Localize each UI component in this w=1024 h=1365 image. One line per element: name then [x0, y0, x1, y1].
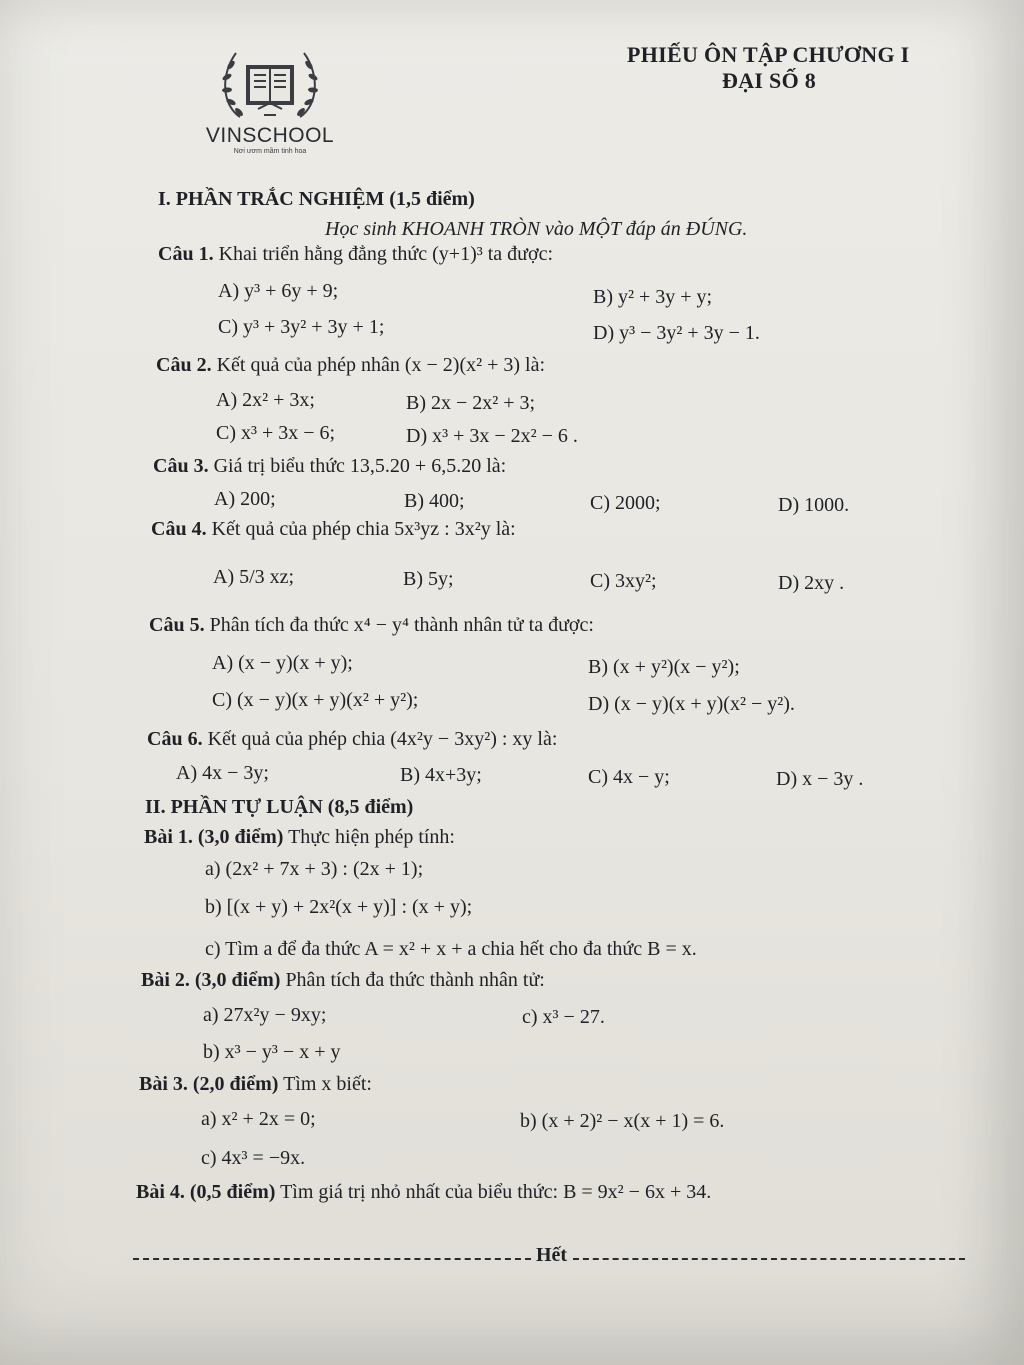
worksheet-title: PHIẾU ÔN TẬP CHƯƠNG I — [627, 42, 910, 67]
question-text: Kết quả của phép chia (4x²y − 3xy²) : xy là: — [207, 728, 558, 750]
question-label: Câu 6. — [147, 728, 203, 750]
worksheet-subtitle: ĐẠI SỐ 8 — [722, 68, 817, 93]
answer-option[interactable]: D) x³ + 3x − 2x² − 6 . — [406, 425, 578, 447]
question-label: Câu 4. — [151, 518, 207, 540]
question-text: Phân tích đa thức x⁴ − y⁴ thành nhân tử ta được: — [209, 614, 594, 636]
exercise-text: Phân tích đa thức thành nhân tử: — [285, 969, 545, 991]
exercise-item: c) Tìm a để đa thức A = x² + x + a chia hết cho đa thức B = x. — [205, 938, 697, 960]
school-name: VINSCHOOL — [205, 124, 335, 147]
exercise-item: b) x³ − y³ − x + y — [203, 1041, 341, 1063]
exercise-text: Thực hiện phép tính: — [288, 826, 455, 848]
answer-option[interactable]: B) 5y; — [403, 568, 454, 590]
question-3 — [153, 455, 506, 478]
answer-option[interactable]: C) 3xy²; — [590, 570, 657, 592]
answer-option[interactable]: A) 200; — [214, 488, 276, 510]
book-laurel-icon — [200, 45, 340, 125]
exercise-item: a) x² + 2x = 0; — [201, 1108, 316, 1130]
question-label: Câu 5. — [149, 614, 205, 636]
question-1 — [158, 243, 553, 266]
answer-option[interactable]: D) (x − y)(x + y)(x² − y²). — [588, 693, 795, 715]
dashed-rule-right — [573, 1258, 965, 1260]
part1-instruction: Học sinh KHOANH TRÒN vào MỘT đáp án ĐÚNG. — [325, 218, 748, 240]
answer-option[interactable]: A) 4x − 3y; — [176, 762, 269, 784]
answer-option[interactable]: D) 1000. — [778, 494, 850, 516]
exercise-item: a) 27x²y − 9xy; — [203, 1004, 327, 1026]
answer-option[interactable]: C) (x − y)(x + y)(x² + y²); — [212, 689, 419, 711]
question-label: Câu 1. — [158, 243, 214, 265]
question-text: Khai triển hằng đẳng thức (y+1)³ ta được: — [218, 243, 554, 265]
answer-option[interactable]: B) 400; — [404, 490, 465, 512]
exercise-item: c) 4x³ = −9x. — [201, 1147, 306, 1169]
answer-option[interactable]: B) (x + y²)(x − y²); — [588, 656, 740, 678]
question-2 — [156, 354, 545, 377]
exercise-label: Bài 4. (0,5 điểm) — [136, 1181, 276, 1203]
answer-option[interactable]: A) (x − y)(x + y); — [212, 652, 353, 674]
exercise-label: Bài 2. (3,0 điểm) — [141, 969, 281, 991]
answer-option[interactable]: A) 5/3 xz; — [213, 566, 295, 588]
question-text: Kết quả của phép nhân (x − 2)(x² + 3) là: — [216, 354, 546, 376]
part2-heading: II. PHẦN TỰ LUẬN (8,5 điểm) — [145, 796, 414, 818]
exercise-item: c) x³ − 27. — [522, 1006, 605, 1028]
answer-option[interactable]: D) 2xy . — [778, 572, 845, 594]
exercise-3 — [139, 1073, 372, 1096]
answer-option[interactable]: A) 2x² + 3x; — [216, 389, 315, 411]
question-6 — [147, 728, 557, 751]
answer-option[interactable]: B) y² + 3y + y; — [593, 286, 713, 308]
answer-option[interactable]: B) 4x+3y; — [400, 764, 482, 786]
answer-option[interactable]: C) y³ + 3y² + 3y + 1; — [218, 316, 385, 338]
exercise-label: Bài 3. (2,0 điểm) — [139, 1073, 279, 1095]
exercise-1 — [144, 826, 455, 849]
exercise-2 — [141, 969, 545, 992]
answer-option[interactable]: B) 2x − 2x² + 3; — [406, 392, 536, 414]
question-text: Kết quả của phép chia 5x³yz : 3x²y là: — [211, 518, 516, 540]
question-label: Câu 2. — [156, 354, 212, 376]
exercise-label: Bài 1. (3,0 điểm) — [144, 826, 284, 848]
exercise-text: Tìm giá trị nhỏ nhất của biểu thức: B = 9x² − 6x + 34. — [280, 1181, 712, 1203]
exercise-item: b) [(x + y) + 2x²(x + y)] : (x + y); — [205, 896, 473, 918]
dashed-rule-left — [133, 1258, 531, 1260]
answer-option[interactable]: D) x − 3y . — [776, 768, 864, 790]
exercise-4 — [136, 1181, 711, 1204]
end-divider — [133, 1244, 965, 1268]
answer-option[interactable]: C) 2000; — [590, 492, 661, 514]
question-5 — [149, 614, 594, 637]
exercise-text: Tìm x biết: — [283, 1073, 372, 1095]
answer-option[interactable]: C) x³ + 3x − 6; — [216, 422, 336, 444]
question-text: Giá trị biểu thức 13,5.20 + 6,5.20 là: — [213, 455, 507, 477]
question-4 — [151, 518, 516, 541]
end-label: Hết — [536, 1244, 568, 1266]
answer-option[interactable]: C) 4x − y; — [588, 766, 670, 788]
question-label: Câu 3. — [153, 455, 209, 477]
part1-heading: I. PHẦN TRẮC NGHIỆM (1,5 điểm) — [158, 188, 475, 210]
answer-option[interactable]: A) y³ + 6y + 9; — [218, 280, 339, 302]
school-tagline: Nơi ươm mầm tinh hoa — [233, 148, 307, 155]
exercise-item: a) (2x² + 7x + 3) : (2x + 1); — [205, 858, 424, 880]
answer-option[interactable]: D) y³ − 3y² + 3y − 1. — [593, 322, 760, 344]
exercise-item: b) (x + 2)² − x(x + 1) = 6. — [520, 1110, 725, 1132]
